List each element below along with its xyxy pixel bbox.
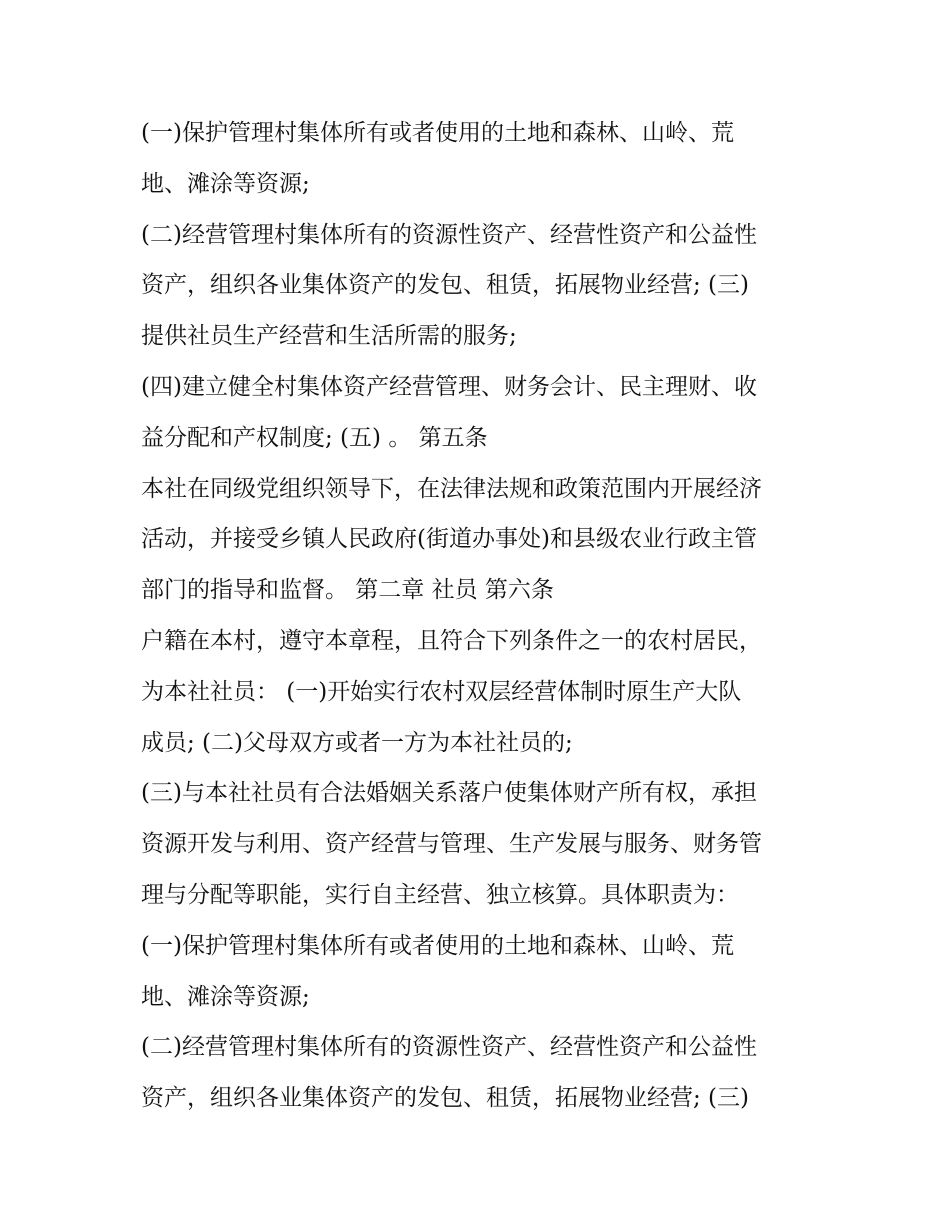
text-line: 资产，组织各业集体资产的发包、租赁，拓展物业经营; (三) [141, 1085, 750, 1112]
text-line: (二)经营管理村集体所有的资源性资产、经营性资产和公益性 [141, 1034, 757, 1061]
text-line: 资产，组织各业集体资产的发包、租赁，拓展物业经营; (三) [141, 272, 750, 299]
text-line: 户籍在本村，遵守本章程，且符合下列条件之一的农村居民， [141, 627, 762, 654]
text-line: (二)经营管理村集体所有的资源性资产、经营性资产和公益性 [141, 221, 757, 248]
text-line: 活动，并接受乡镇人民政府(街道办事处)和县级农业行政主管 [141, 526, 757, 553]
text-line: (三)与本社社员有合法婚姻关系落户使集体财产所有权，承担 [141, 780, 757, 807]
text-line: 部门的指导和监督。 第二章 社员 第六条 [141, 577, 554, 604]
text-line: (一)保护管理村集体所有或者使用的土地和森林、山岭、荒 [141, 932, 734, 959]
text-line: 提供社员生产经营和生活所需的服务; [141, 323, 517, 350]
text-line: 成员; (二)父母双方或者一方为本社社员的; [141, 729, 573, 756]
document-body [141, 108, 831, 1124]
text-line: 理与分配等职能，实行自主经营、独立核算。具体职责为： [141, 881, 739, 908]
text-line: 资源开发与利用、资产经营与管理、生产发展与服务、财务管 [141, 831, 762, 858]
text-line: 益分配和产权制度; (五) 。 第五条 [141, 424, 488, 451]
text-line: (一)保护管理村集体所有或者使用的土地和森林、山岭、荒 [141, 120, 734, 146]
text-line: 本社在同级党组织领导下，在法律法规和政策范围内开展经济 [141, 475, 762, 502]
text-line: 为本社社员： (一)开始实行农村双层经营体制时原生产大队 [141, 678, 742, 705]
text-line: (四)建立健全村集体资产经营管理、财务会计、民主理财、收 [141, 373, 757, 400]
text-line: 地、滩涂等资源; [141, 170, 310, 197]
text-line: 地、滩涂等资源; [141, 983, 310, 1010]
